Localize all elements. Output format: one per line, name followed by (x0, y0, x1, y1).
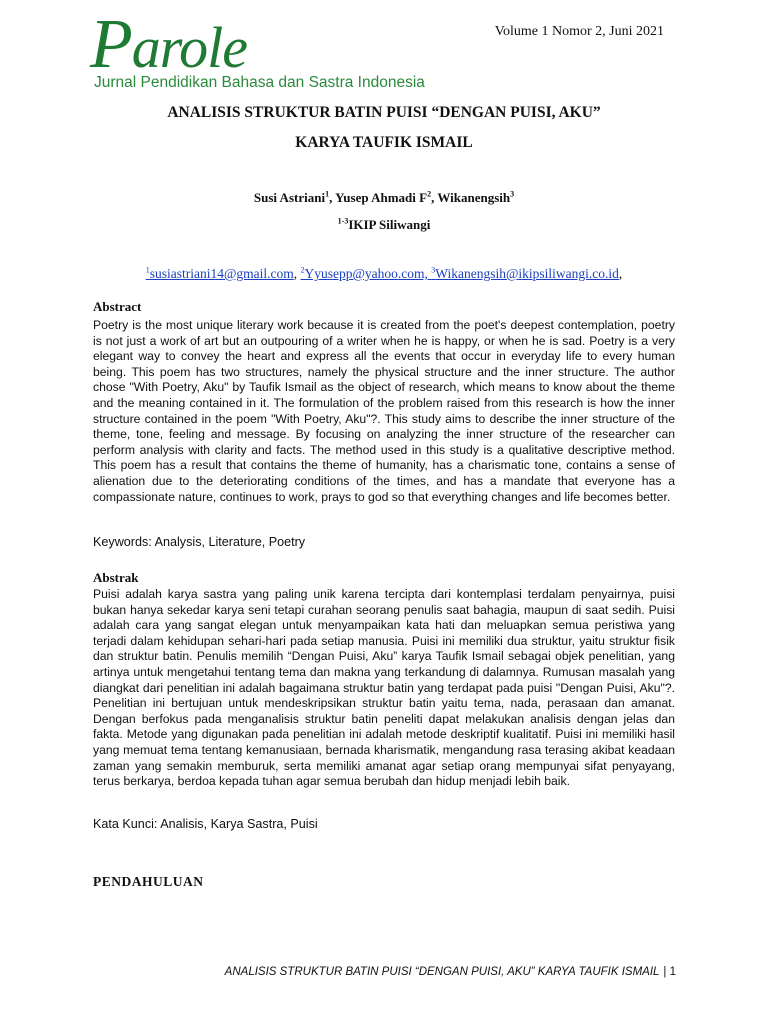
journal-subtitle: Jurnal Pendidikan Bahasa dan Sastra Indonesia (94, 74, 425, 91)
email-sup: 1 (145, 265, 150, 275)
author-sup: 2 (427, 189, 432, 199)
running-title: ANALISIS STRUKTUR BATIN PUISI “DENGAN PUISI, AKU” KARYA TAUFIK ISMAIL (224, 966, 660, 978)
page-footer (225, 966, 676, 978)
abstract-keywords: Keywords: Analysis, Literature, Poetry (93, 535, 306, 549)
affiliation-name: IKIP Siliwangi (348, 217, 431, 232)
logo-initial: P (90, 6, 132, 83)
logo-rest: arole (131, 15, 248, 80)
abstract-body: Poetry is the most unique literary work because it is created from the poet's deepest contemplation, poetry is not just a work of art but an outpouring of a writer when he is happy, or when he is sad. Poetry is a very elegant way to convey the heart and express all the events that occur in everyday life to every human being. This poem has two structures, namely the physical structure and the inner structure. The author chose "With Poetry, Aku" by Taufik Ismail as the object of research, which means to know about the theme and the meaning contained in it. The formulation of the problem raised from this research is how the inner structure contained in the poem "With Poetry, Aku"?. This study aims to describe the inner structure of the theme, tone, feeling and message. By focusing on analyzing the inner structure of the researcher can perform analysis with clarity and facts. The method used in this study is a qualitative descriptive method. This poem has a result that contains the theme of humanity, has a charismatic tone, contains a sense of alienation due to the deteriorating conditions of the times, and has a mandate that everyone has a compassionate nature, continues to work, prays to god so that everything changes and life becomes better. (93, 318, 675, 504)
email-text: Yyusepp@yahoo.com, (304, 266, 432, 281)
volume-info: Volume 1 Nomor 2, Juni 2021 (494, 24, 664, 39)
logo-wordmark (90, 6, 248, 83)
journal-logo (90, 6, 450, 94)
abstrak-keywords: Kata Kunci: Analisis, Karya Sastra, Puisi (93, 817, 318, 831)
abstrak-heading: Abstrak (93, 570, 139, 585)
email-list: $^1$susiastriani14@gmail.com, $^2$Yyusepp@yahoo.com, $^3$Wikanengsih@ikipsiliwangi.co.id, (145, 265, 623, 281)
abstract-heading: Abstract (93, 299, 142, 314)
page-number: | 1 (663, 966, 676, 978)
affiliation (92, 217, 676, 233)
author-name: Yusep Ahmadi F (335, 190, 428, 205)
author-sup: 1 (325, 189, 330, 199)
paper-title-line2: KARYA TAUFIK ISMAIL (295, 134, 473, 151)
abstrak-body: Puisi adalah karya sastra yang paling unik karena tercipta dari kontemplasi terdalam penyairnya, puisi bukan hanya sekedar karya seni tetapi curahan seorang penulis saat bahagia, maupun di saat sedih. Puisi adalah cara yang sangat elegan untuk menyampaikan kata hati dan meluapkan semua peristiwa yang terjadi dalam kehidupan sehari-hari pada setiap manusia. Puisi ini memiliki dua struktur, yaitu struktur fisik dan struktur batin. Penulis memilih “Dengan Puisi, Aku” karya Taufik Ismail sebagai objek penelitian, yang artinya untuk mengetahui tentang tema dan makna yang terkandung di dalamnya. Rumusan masalah yang diangkat dari penelitian ini adalah bagaimana struktur batin yang terdapat pada puisi "Dengan Puisi, Aku"?. Penelitian ini bertujuan untuk mendeskripsikan struktur batin yaitu tema, nada, perasaan dan amanat. Dengan berfokus pada menganalisis struktur batin peneliti dapat melakukan analisis dengan jelas dan fakta. Metode yang digunakan pada penelitian ini adalah metode deskriptif kualitatif. Puisi ini memiliki hasil yang memuat tema tentang kemanusiaan, bernada kharismatik, mengandung rasa terasing akibat keadaan zaman yang semakin memburuk, serta memiliki amanat agar setiap orang mempunyai sifat penyayang, terus berkarya, berdoa kepada tuhan agar semua berubah dan hidup menjadi lebih baik. (93, 587, 675, 789)
paper-title-line1: ANALISIS STRUKTUR BATIN PUISI “DENGAN PUISI, AKU” (167, 104, 601, 121)
email-text: susiastriani14@gmail.com (149, 266, 294, 281)
email-sup: 3 (431, 265, 436, 275)
author-list: Susi Astriani$^1$, Yusep Ahmadi $F^2$, Wikanengsih$^3$ (253, 189, 515, 205)
email-link-2[interactable] (301, 266, 619, 281)
author-sup: 3 (510, 189, 515, 199)
affiliation-sup: 1-3 (337, 216, 349, 226)
author-name: Susi Astriani (253, 190, 326, 205)
section-heading-pendahuluan: PENDAHULUAN (93, 874, 204, 889)
email-link-1[interactable] (146, 266, 294, 281)
email-sup: 2 (300, 265, 305, 275)
author-name: Wikanengsih (437, 190, 511, 205)
email-text: Wikanengsih@ikipsiliwangi.co.id (435, 266, 619, 281)
